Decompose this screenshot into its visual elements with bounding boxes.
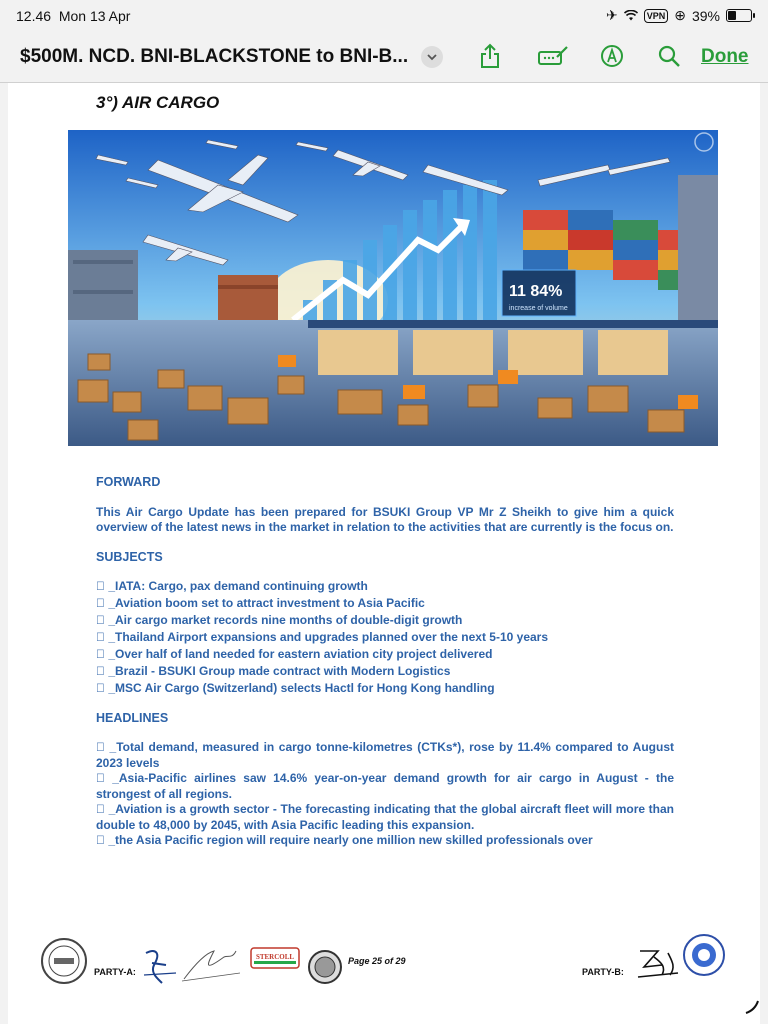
- subjects-heading: SUBJECTS: [96, 549, 163, 564]
- chevron-down-icon[interactable]: [421, 46, 443, 68]
- share-icon[interactable]: [476, 42, 504, 70]
- subjects-list: [96, 579, 674, 697]
- forward-text: This Air Cargo Update has been prepared for BSUKI Group VP Mr Z Sheikh to give him a quick overview of the latest news in the market in relation to the activities that are currently is the focus on.: [96, 504, 674, 534]
- list-item: _Brazil - BSUKI Group made contract with Modern Logistics: [96, 664, 439, 678]
- round-seal-center: [307, 949, 343, 985]
- air-cargo-illustration: [68, 130, 718, 446]
- page-footer: [8, 923, 760, 1003]
- list-item: _MSC Air Cargo (Switzerland) selects Hactl for Hong Kong handling: [96, 681, 483, 695]
- list-item: _Asia-Pacific airlines saw 14.6% year-on-year demand growth for air cargo in August - the strongest of all regions.: [96, 771, 674, 801]
- markup-icon[interactable]: [536, 42, 570, 70]
- svg-text:STERCOLL: STERCOLL: [255, 953, 295, 961]
- page-number: Page 25 of 29: [348, 956, 406, 966]
- battery-icon: [726, 9, 752, 22]
- document-page: [8, 83, 760, 1024]
- party-a-label: PARTY-A:: [94, 967, 136, 977]
- rotation-lock-icon: ⊕: [674, 7, 686, 23]
- status-bar: [0, 0, 768, 32]
- hero-volume-label: [502, 270, 576, 316]
- vpn-badge: VPN: [644, 9, 669, 23]
- pen-circle-icon[interactable]: [598, 42, 626, 70]
- list-item: _Air cargo market records nine months of double-digit growth: [96, 613, 451, 627]
- signature-party-b: [632, 943, 684, 983]
- list-item: _Thailand Airport expansions and upgrades planned over the next 5-10 years: [96, 630, 536, 644]
- document-toolbar: [0, 32, 768, 83]
- document-title[interactable]: $500M. NCD. BNI-BLACKSTONE to BNI-B...: [20, 46, 409, 67]
- list-item: _Aviation is a growth sector - The forecasting indicating that the global aircraft fleet will more than double to 48,000 by 2045, with Asia Pacific leading this expansion.: [96, 802, 674, 832]
- list-item: _Total demand, measured in cargo tonne-kilometres (CTKs*), rose by 11.4% compared to August 2023 levels: [96, 740, 674, 770]
- company-seal-left: [40, 937, 88, 985]
- done-button[interactable]: Done: [701, 46, 749, 67]
- wifi-icon: [624, 10, 638, 21]
- company-seal-right: [682, 933, 726, 977]
- search-icon[interactable]: [655, 42, 683, 70]
- section-title: 3°) AIR CARGO: [96, 93, 220, 112]
- document-body: [96, 475, 674, 849]
- svg-text:increase of volume: increase of volume: [509, 305, 568, 312]
- status-right: [606, 7, 752, 24]
- list-item: _the Asia Pacific region will require nearly one million new skilled professionals over: [96, 833, 581, 847]
- battery-percent: 39%: [691, 7, 720, 24]
- svg-text:11 84%: 11 84%: [509, 283, 563, 300]
- signature-party-a: [136, 943, 246, 987]
- list-item: _IATA: Cargo, pax demand continuing growth: [96, 579, 356, 593]
- status-time: 12.46 Mon 13 Apr: [16, 8, 131, 24]
- forward-heading: FORWARD: [96, 475, 161, 489]
- stercoll-stamp: [250, 945, 300, 971]
- headlines-heading: HEADLINES: [96, 710, 169, 725]
- headlines-list: [96, 740, 674, 849]
- page-curl-indicator: [744, 999, 760, 1015]
- list-item: _Aviation boom set to attract investment to Asia Pacific: [96, 596, 413, 610]
- airplane-icon: ✈: [605, 7, 618, 23]
- party-b-label: PARTY-B:: [582, 967, 624, 977]
- loading-bays: [318, 330, 668, 375]
- list-item: _Over half of land needed for eastern aviation city project delivered: [96, 647, 481, 661]
